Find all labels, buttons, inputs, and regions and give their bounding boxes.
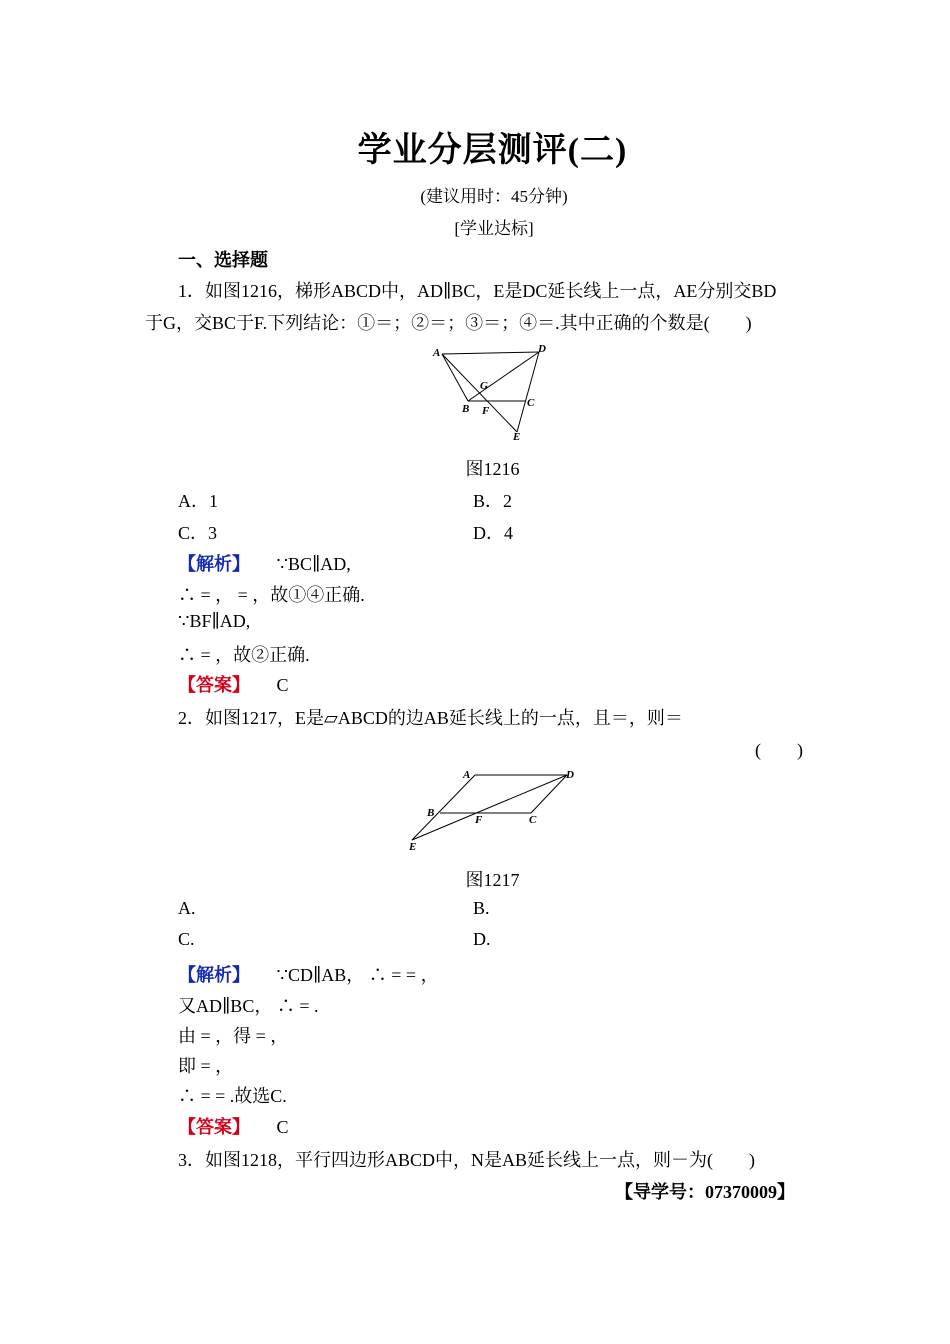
q1-analysis-tag: 【解析】 bbox=[178, 554, 250, 574]
label-c: C bbox=[529, 814, 537, 826]
label-d: D bbox=[566, 769, 574, 781]
part-heading: 一、选择题 bbox=[178, 250, 268, 270]
label-e: E bbox=[513, 431, 521, 443]
q1-line1: 1．如图1216，梯形ABCD中，AD∥BC，E是DC延长线上一点，AE分别交BD bbox=[178, 281, 777, 301]
q1-option-a: A．1 bbox=[178, 491, 218, 511]
q2-answer-row bbox=[178, 1113, 289, 1139]
q2-analysis-1: ∵CD∥AB， ∴ = = ， bbox=[276, 965, 439, 985]
q3-line1: 3．如图1218，平行四边形ABCD中，N是AB延长线上一点，则－为( ) bbox=[178, 1150, 755, 1170]
q2-option-c: C. bbox=[178, 929, 195, 949]
q1-answer: C bbox=[276, 675, 289, 695]
label-g: G bbox=[480, 380, 488, 392]
q1-analysis-row bbox=[178, 550, 351, 576]
q1-answer-tag: 【答案】 bbox=[178, 675, 250, 695]
segment-ae bbox=[412, 775, 475, 840]
label-a: A bbox=[463, 769, 471, 781]
q1-analysis-4: ∴ = ，故②正确. bbox=[178, 645, 310, 665]
q2-option-d: D. bbox=[473, 929, 491, 949]
page-title: 学业分层测评(二) bbox=[357, 132, 628, 169]
figure-1217-caption: 图1217 bbox=[465, 870, 520, 890]
label-e: E bbox=[409, 841, 417, 853]
q2-option-b: B. bbox=[473, 898, 490, 918]
label-c: C bbox=[527, 397, 535, 409]
q2-line1: 2．如图1217，E是▱ABCD的边AB延长线上的一点，且＝，则＝ bbox=[178, 708, 683, 728]
section-label: [学业达标] bbox=[454, 219, 534, 238]
segment-bd bbox=[468, 352, 539, 401]
time-note: (建议用时：45分钟) bbox=[420, 187, 568, 206]
q1-analysis-2: ∴ = ， = ，故①④正确. bbox=[178, 585, 365, 605]
segment-dc bbox=[531, 775, 567, 813]
label-f: F bbox=[482, 405, 490, 417]
q1-option-b: B．2 bbox=[473, 491, 513, 511]
q1-analysis-3: ∵BF∥AD, bbox=[178, 611, 251, 631]
segment-ad bbox=[442, 352, 539, 354]
label-b: B bbox=[427, 807, 435, 819]
q2-analysis-3: 由 = ，得 = ， bbox=[178, 1026, 289, 1046]
q1-option-c: C．3 bbox=[178, 523, 218, 543]
q2-analysis-5: ∴ = = .故选C. bbox=[178, 1086, 287, 1106]
q2-answer-tag: 【答案】 bbox=[178, 1117, 250, 1137]
q1-option-d: D．4 bbox=[473, 523, 513, 543]
q3-guide-number: 【导学号：07370009】 bbox=[615, 1182, 795, 1202]
figure-1216-caption: 图1216 bbox=[465, 459, 520, 479]
label-a: A bbox=[433, 347, 441, 359]
q2-analysis-row bbox=[178, 961, 439, 987]
q2-answer: C bbox=[276, 1117, 289, 1137]
q2-analysis-2: 又AD∥BC， ∴ = . bbox=[178, 996, 319, 1016]
q2-analysis-4: 即 = ， bbox=[178, 1056, 234, 1076]
figure-1216 bbox=[425, 340, 560, 446]
q1-analysis-1: ∵BC∥AD, bbox=[276, 554, 351, 574]
label-f: F bbox=[475, 814, 483, 826]
q1-line2: 于G，交BC于F.下列结论：①＝；②＝；③＝；④＝.其中正确的个数是( ) bbox=[145, 313, 752, 333]
figure-1217 bbox=[405, 765, 585, 855]
label-d: D bbox=[538, 343, 546, 355]
q2-analysis-tag: 【解析】 bbox=[178, 965, 250, 985]
q2-bracket: ( ) bbox=[755, 740, 803, 760]
segment-de bbox=[517, 352, 539, 432]
segment-de bbox=[412, 775, 567, 840]
label-b: B bbox=[462, 403, 470, 415]
q2-option-a: A. bbox=[178, 898, 196, 918]
q1-answer-row bbox=[178, 671, 289, 697]
